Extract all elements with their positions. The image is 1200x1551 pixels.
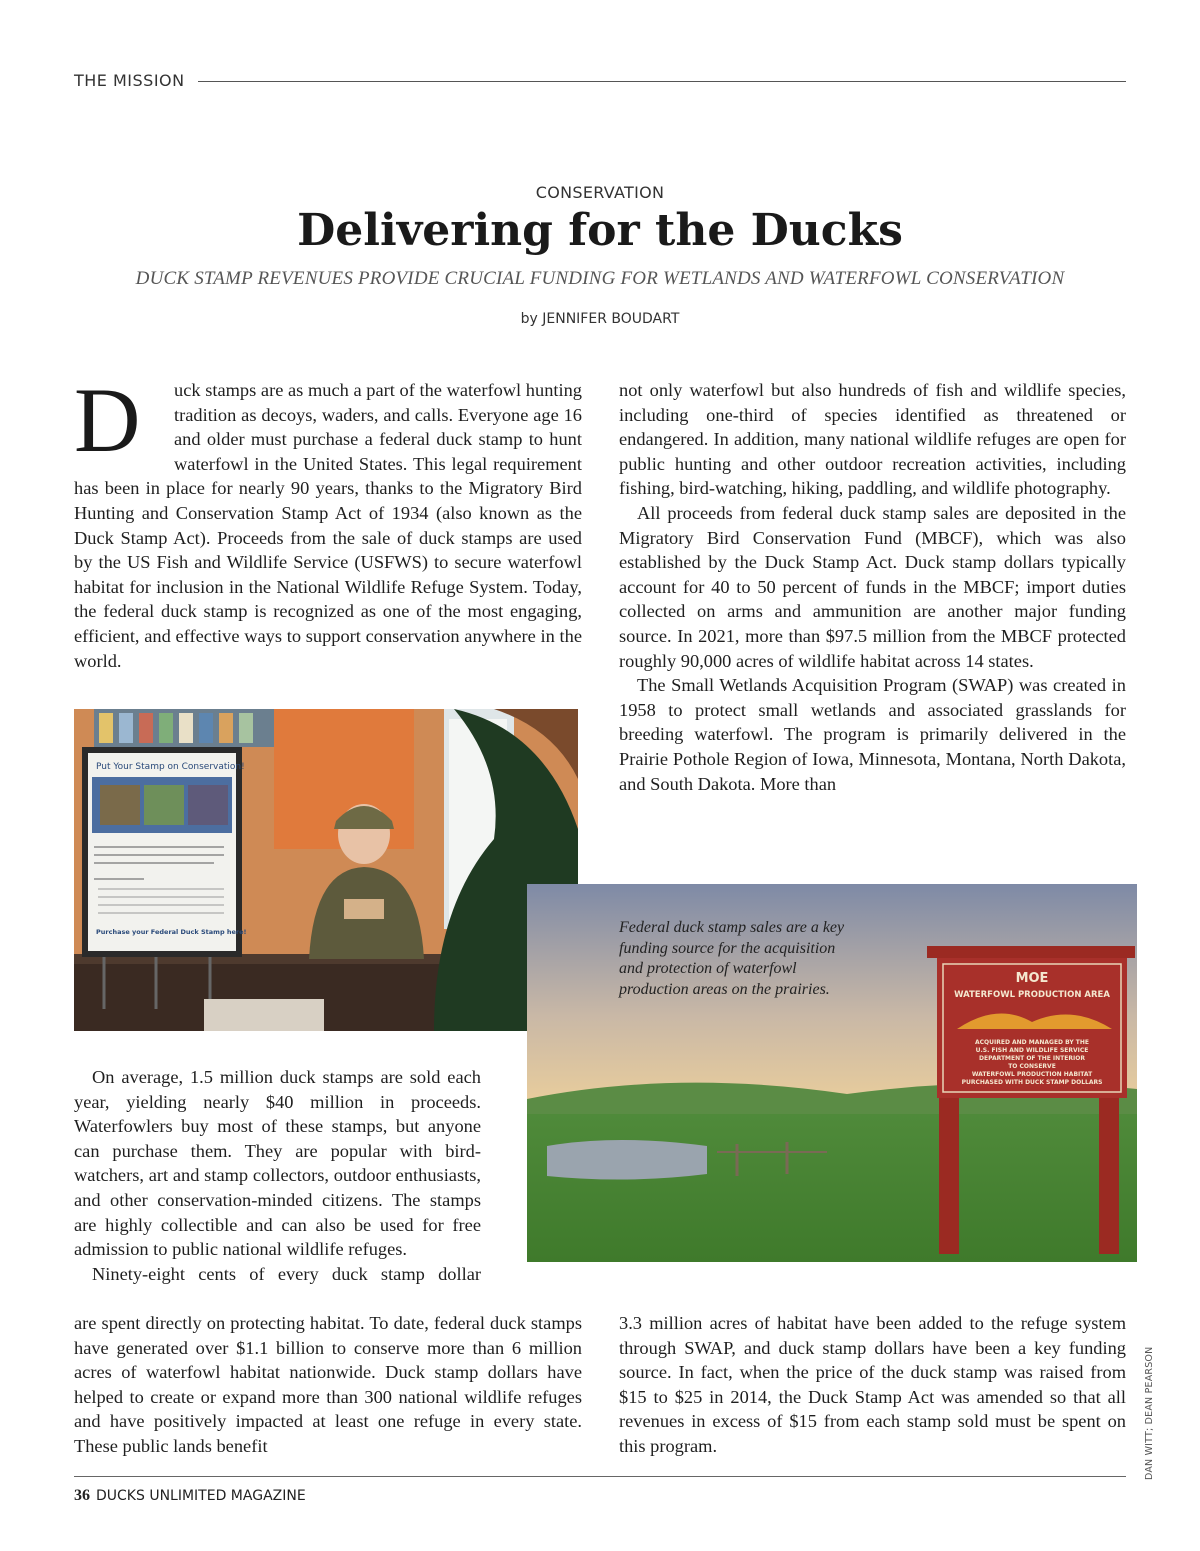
column-text (74, 1311, 582, 1459)
paragraph: not only waterfowl but also hundreds of fish and wildlife species, including one-third of species identified as threatened or endangered. In addition, many national wildlife refuges are open for public hunting and other outdoor recreation activities, including fishing, bird-watching, hiking, paddling, and wildlife photography. (619, 380, 1126, 499)
paragraph: are spent directly on protecting habitat. To date, federal duck stamps have generated over $1.1 billion to conserve more than 6 million acres of waterfowl habitat nationwide. Duck stamp dollars have helped to create or expand more than 300 national wildlife refuges and have positively impacted at least one refuge in every state. These public lands benefit (74, 1313, 582, 1456)
paragraph: Ninety-eight cents of every duck stamp dollar (92, 1263, 481, 1284)
sign-line: U.S. FISH AND WILDLIFE SERVICE (975, 1047, 1089, 1054)
sign-line: DEPARTMENT OF THE INTERIOR (979, 1055, 1085, 1062)
sign-title: MOE (1015, 971, 1049, 986)
column-text (619, 378, 1126, 796)
header-rule (198, 81, 1126, 82)
paragraph-text: uck stamps are as much a part of the waterfowl hunting tradition as decoys, waders, and calls. Everyone age 16 and older must purchase a federal duck stamp to hunt waterfowl in the United States. This legal requirement has been in place for nearly 90 years, thanks to the Migratory Bird Hunting and Conservation Stamp Act of 1934 (also known as the Duck Stamp Act). Proceeds from the sale of duck stamps are used by the US Fish and Wildlife Service (USFWS) to secure waterfowl habitat for inclusion in the National Wildlife Refuge System. Today, the federal duck stamp is recognized as one of the most engaging, efficient, and effective ways to support conservation anywhere in the world. (74, 380, 582, 671)
sign-subtitle: WATERFOWL PRODUCTION AREA (954, 990, 1110, 1000)
sign-line: ACQUIRED AND MANAGED BY THE (974, 1039, 1090, 1046)
column-text (619, 1311, 1126, 1459)
drop-cap: D (74, 369, 141, 471)
article-byline: by JENNIFER BOUDART (520, 311, 680, 327)
photo-duck-stamp-purchase (74, 709, 578, 1031)
magazine-name: DUCKS UNLIMITED MAGAZINE (96, 1488, 306, 1504)
paragraph: All proceeds from federal duck stamp sales are deposited in the Migratory Bird Conservation Fund (MBCF), which was also established by the Duck Stamp Act. Duck stamp dollars typically account for 40 to 50 percent of funds in the MBCF; import duties collected on arms and ammunition are another major funding source. In 2021, more than $97.5 million from the MBCF protected roughly 90,000 acres of wildlife habitat across 14 states. (619, 502, 1126, 671)
photo-caption: Federal duck stamp sales are a key funding source for the acquisition and protection of waterfowl production areas on the prairies. (619, 919, 845, 998)
article-kicker: CONSERVATION (535, 183, 665, 202)
footer-rule (74, 1476, 1126, 1477)
page-footer (74, 1487, 306, 1505)
article-title: Delivering for the Ducks (297, 205, 903, 256)
paragraph: The Small Wetlands Acquisition Program (SWAP) was created in 1958 to protect small wetlands and associated grasslands for breeding waterfowl. The program is primarily delivered in the Prairie Pothole Region of Iowa, Minnesota, Montana, North Dakota, and South Dakota. More than (619, 675, 1126, 794)
paragraph: 3.3 million acres of habitat have been added to the refuge system through SWAP, and duck stamp dollars have been a key funding source. In fact, when the price of the duck stamp was raised from $15 to $25 in 2014, the Duck Stamp Act was amended so that all revenues in excess of $15 from each stamp sold must be spent on this program. (619, 1313, 1126, 1456)
photo-illustration (74, 709, 578, 1031)
sign-line: TO CONSERVE (1008, 1063, 1056, 1070)
photo-credit: DAN WITT; DEAN PEARSON (1144, 1346, 1155, 1480)
sign-line: WATERFOWL PRODUCTION HABITAT (971, 1071, 1093, 1078)
poster-title: Put Your Stamp on Conservation! (96, 762, 245, 772)
intro-paragraph (74, 369, 582, 673)
sign-line: PURCHASED WITH DUCK STAMP DOLLARS (961, 1079, 1103, 1086)
paragraph: On average, 1.5 million duck stamps are sold each year, yielding nearly $40 million in proceeds. Waterfowlers buy most of these stamps, but anyone can purchase them. They are popular with bird-watchers, art and stamp collectors, outdoor enthusiasts, and other conservation-minded citizens. The stamps are highly collectible and can also be used for free admission to public national wildlife refuges. (74, 1067, 481, 1260)
article-dek: DUCK STAMP REVENUES PROVIDE CRUCIAL FUNDING FOR WETLANDS AND WATERFOWL CONSERVATION (135, 268, 1065, 289)
page-number: 36 (74, 1487, 90, 1504)
poster-footer: Purchase your Federal Duck Stamp here! (96, 928, 247, 936)
section-label: THE MISSION (74, 71, 185, 90)
narrow-column-text (74, 1065, 481, 1286)
